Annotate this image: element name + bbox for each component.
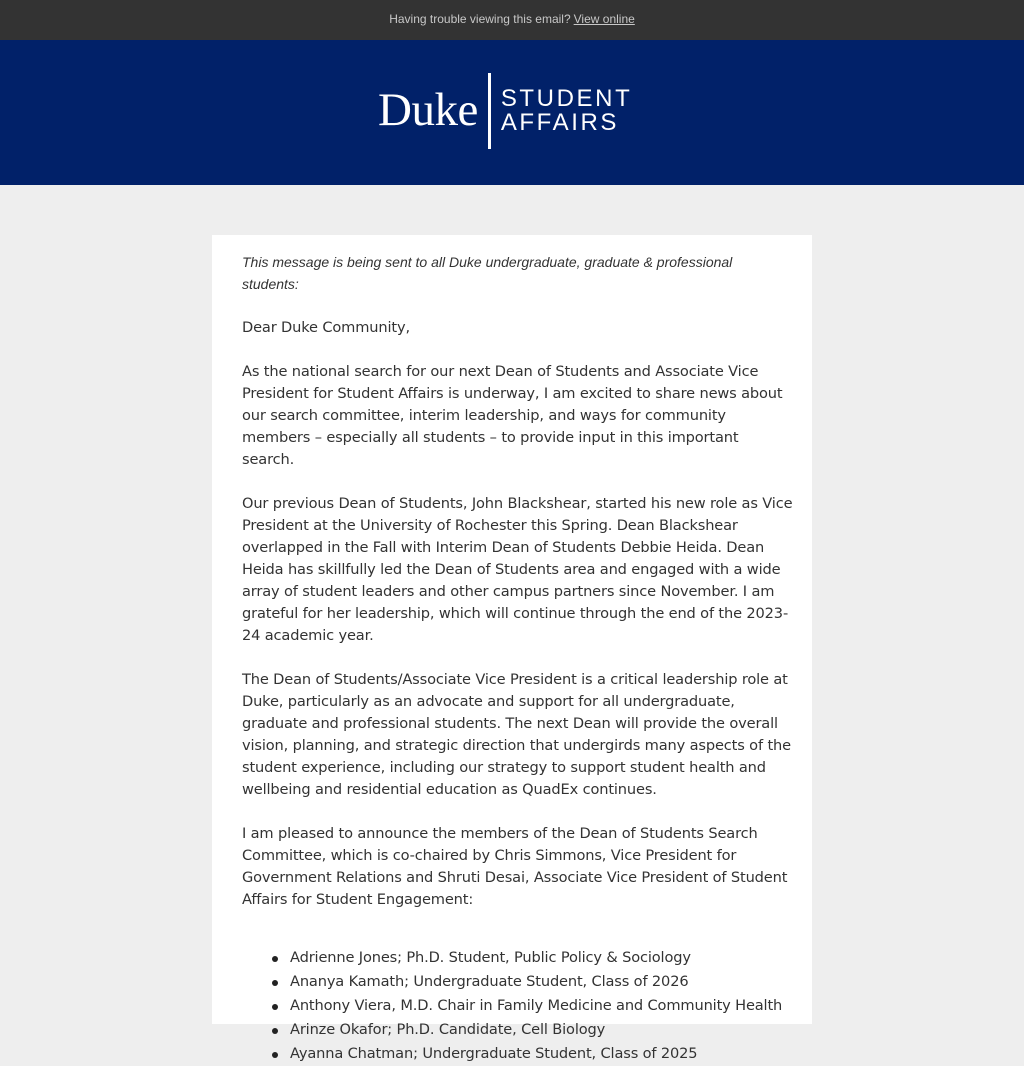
- member-name: Anthony Viera, M.D. Chair in Family Medicine and Community Health: [290, 997, 783, 1014]
- list-item: [290, 994, 798, 1018]
- member-name: Adrienne Jones; Ph.D. Student, Public Policy & Sociology: [290, 949, 691, 966]
- paragraph-role-description: The Dean of Students/Associate Vice President is a critical leadership role at Duke, particularly as an advocate and support for all undergraduate, graduate and professional students. The next Dean will provide the overall vision, planning, and strategic direction that undergirds many aspects of the student experience, including our strategy to support student health and wellbeing and residential education as QuadEx continues.: [242, 671, 791, 798]
- paragraph-interim-leadership: Our previous Dean of Students, John Blackshear, started his new role as Vice President at the University of Rochester this Spring. Dean Blackshear overlapped in the Fall with Interim Dean of Students Debbie Heida. Dean Heida has skillfully led the Dean of Students area and engaged with a wide array of student leaders and other campus partners since November. I am grateful for her leadership, which will continue through the end of the 2023-24 academic year.: [242, 495, 793, 644]
- duke-student-affairs-logo[interactable]: [378, 72, 632, 150]
- audience-notice: This message is being sent to all Duke undergraduate, graduate & professional students:: [242, 254, 733, 292]
- logo-divider: [488, 73, 491, 149]
- member-name: Ananya Kamath; Undergraduate Student, Class of 2026: [290, 973, 689, 990]
- list-item: [290, 1042, 798, 1066]
- logo-student-affairs: [501, 87, 633, 135]
- committee-member-list: [242, 946, 798, 1066]
- paragraph-search-intro: As the national search for our next Dean of Students and Associate Vice President for Student Affairs is underway, I am excited to share news about our search committee, interim leadership, and ways for community members – especially all students – to provide input in this important search.: [242, 363, 783, 468]
- bullet-icon: [272, 1004, 278, 1010]
- list-item: [290, 946, 798, 970]
- paragraph-committee-announcement: I am pleased to announce the members of the Dean of Students Search Committee, which is co-chaired by Chris Simmons, Vice President for Government Relations and Shruti Desai, Associate Vice President of Student Affairs for Student Engagement:: [242, 825, 788, 908]
- email-body-card: [212, 235, 812, 1062]
- bullet-icon: [272, 956, 278, 962]
- list-item: [290, 970, 798, 994]
- bullet-icon: [272, 1028, 278, 1034]
- logo-line-affairs: AFFAIRS: [500, 109, 620, 136]
- email-header: [0, 40, 1024, 185]
- list-item: [290, 1018, 798, 1042]
- member-name: Arinze Okafor; Ph.D. Candidate, Cell Biology: [290, 1021, 606, 1038]
- preheader-bar: [0, 0, 1024, 40]
- logo-line-student: STUDENT: [500, 85, 633, 112]
- greeting: Dear Duke Community,: [242, 319, 410, 336]
- bullet-icon: [272, 980, 278, 986]
- logo-duke-wordmark: Duke: [378, 83, 478, 136]
- preheader-text: Having trouble viewing this email?: [389, 12, 571, 26]
- member-name: Ayanna Chatman; Undergraduate Student, Class of 2025: [290, 1045, 698, 1062]
- view-online-link[interactable]: View online: [573, 12, 635, 26]
- bullet-icon: [272, 1052, 278, 1058]
